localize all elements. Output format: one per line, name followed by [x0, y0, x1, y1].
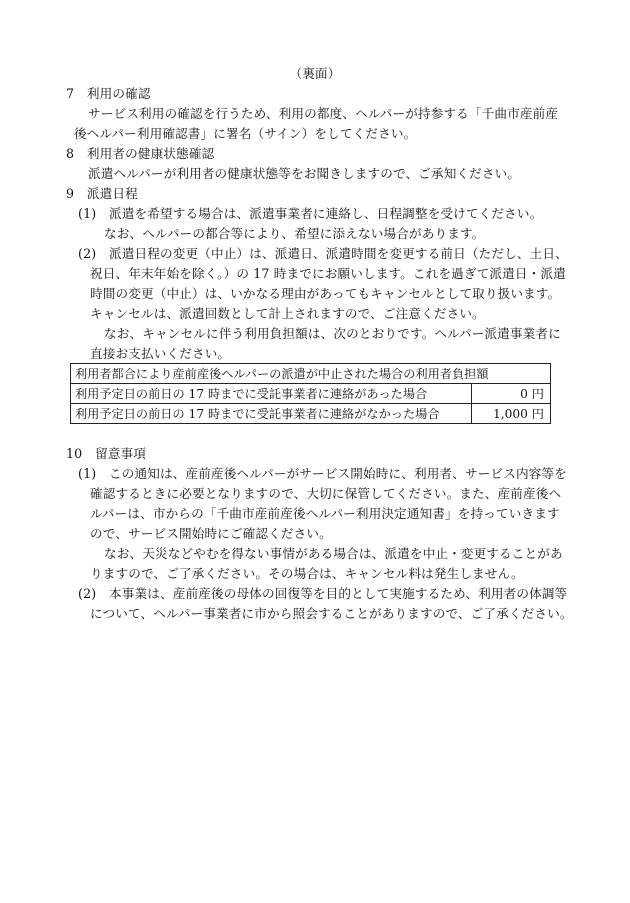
section-10-heading: 10 留意事項 [66, 446, 147, 461]
section-9-item-2: (2) 派遣日程の変更（中止）は、派遣日、派遣時間を変更する前日（ただし、土日、 [78, 246, 568, 261]
section-9-line: キャンセルは、派遣回数として計上されますので、ご注意ください。 [90, 306, 485, 321]
table-row [71, 404, 551, 424]
section-9-line: 祝日、年末年始を除く。）の 17 時までにお願いします。これを過ぎて派遣日・派遣 [90, 266, 566, 281]
section-10-line: なお、天災などやむを得ない事情がある場合は、派遣を中止・変更することがあ [104, 546, 563, 561]
section-8-heading: 8 利用者の健康状態確認 [66, 146, 215, 161]
table-condition-cell: 利用予定日の前日の 17 時までに受託事業者に連絡がなかった場合 [71, 404, 472, 424]
section-8-line: 派遣ヘルパーが利用者の健康状態等をお聞きしますので、ご承知ください。 [88, 166, 521, 181]
section-7-heading: 7 利用の確認 [66, 86, 151, 101]
table-header: 利用者都合により産前産後ヘルパーの派遣が中止された場合の利用者負担額 [71, 364, 551, 384]
section-10-line: について、ヘルパー事業者に市から照会することがありますので、ご了承ください。 [90, 606, 573, 621]
section-10-line: ルパーは、市からの「千曲市産前産後ヘルパー利用決定通知書」を持っていきます [90, 506, 560, 521]
section-9-line: なお、キャンセルに伴う利用負担額は、次のとおりです。ヘルパー派遣事業者に [104, 326, 561, 341]
section-9-heading: 9 派遣日程 [66, 186, 138, 201]
table-amount-cell: 0 円 [472, 384, 551, 404]
table-header-row [71, 364, 551, 384]
section-7-line: サービス利用の確認を行うため、利用の都度、ヘルパーが持参する「千曲市産前産 [88, 106, 559, 121]
section-10-line: りますので、ご了承ください。その場合は、キャンセル料は発生しません。 [90, 566, 524, 581]
section-9-line: なお、ヘルパーの都合等により、希望に添えない場合があります。 [104, 226, 485, 241]
cancellation-fee-table [70, 363, 551, 424]
table-row [71, 384, 551, 404]
section-7-line: 後ヘルパー利用確認書」に署名（サイン）をしてください。 [74, 126, 417, 141]
page-title: （裏面） [289, 66, 341, 81]
section-10-item-1: (1) この通知は、産前産後ヘルパーがサービス開始時に、利用者、サービス内容等を [78, 466, 567, 481]
section-9-line: 時間の変更（中止）は、いかなる理由があってもキャンセルとして取り扱います。 [90, 286, 561, 301]
section-10-line: 確認するときに必要となりますので、大切に保管してください。また、産前産後ヘ [90, 486, 562, 501]
table-condition-cell: 利用予定日の前日の 17 時までに受託事業者に連絡があった場合 [71, 384, 472, 404]
section-9-line: 直接お支払いください。 [90, 346, 231, 361]
section-9-item-1: (1) 派遣を希望する場合は、派遣事業者に連絡し、日程調整を受けてください。 [78, 206, 543, 221]
section-10-line: ので、サービス開始時にご確認ください。 [90, 526, 332, 541]
table-amount-cell: 1,000 円 [472, 404, 551, 424]
section-10-item-2: (2) 本事業は、産前産後の母体の回復等を目的として実施するため、利用者の体調等 [78, 586, 568, 601]
